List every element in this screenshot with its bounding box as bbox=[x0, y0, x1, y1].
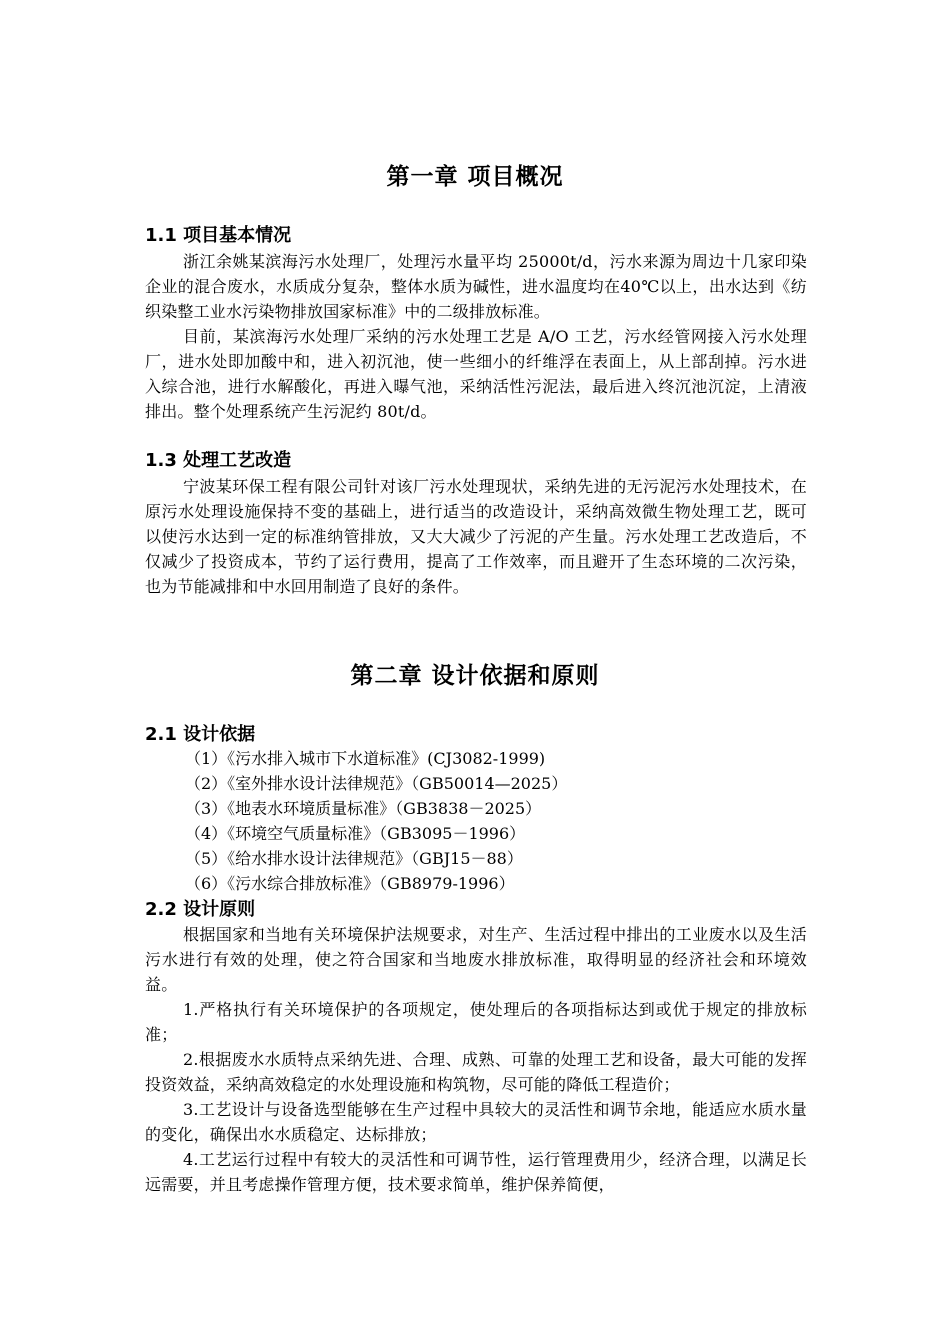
reference-item: （6）《污水综合排放标准》（GB8979-1996） bbox=[185, 874, 515, 893]
section-1-1-title: 1.1 项目基本情况 bbox=[145, 225, 292, 246]
reference-list bbox=[185, 746, 567, 896]
paragraph: 目前，某滨海污水处理厂采纳的污水处理工艺是 A/O 工艺，污水经管网接入污水处理厂，进水处即加酸中和，进入初沉池，使一些细小的纤维浮在表面上，从上部刮掉。污水进入综合池，进行水解酸化，再进入曝气池，采纳活性污泥法，最后进入终沉池沉淀，上清液排出。整个处理系统产生污泥约 80t/d。 bbox=[145, 327, 807, 421]
reference-item: （1）《污水排入城市下水道标准》(CJ3082-1999) bbox=[185, 749, 546, 768]
reference-item: （4）《环境空气质量标准》（GB3095－1996） bbox=[185, 824, 526, 843]
reference-item: （3）《地表水环境质量标准》（GB3838－2025） bbox=[185, 799, 542, 818]
reference-item: （5）《给水排水设计法律规范》（GBJ15－88） bbox=[185, 849, 523, 868]
section-2-2-title: 2.2 设计原则 bbox=[145, 899, 256, 920]
paragraph: 2.根据废水水质特点采纳先进、合理、成熟、可靠的处理工艺和设备，最大可能的发挥投资效益，采纳高效稳定的水处理设施和构筑物，尽可能的降低工程造价； bbox=[145, 1050, 807, 1094]
section-1-3-body bbox=[145, 474, 807, 599]
section-1-3-title: 1.3 处理工艺改造 bbox=[145, 450, 292, 471]
section-2-2-body bbox=[145, 922, 807, 1197]
section-2-1-title: 2.1 设计依据 bbox=[145, 724, 256, 745]
reference-item: （2）《室外排水设计法律规范》（GB50014—2025） bbox=[185, 774, 568, 793]
chapter-2-title: 第二章 设计依据和原则 bbox=[350, 663, 600, 689]
paragraph: 1.严格执行有关环境保护的各项规定，使处理后的各项指标达到或优于规定的排放标准； bbox=[145, 1000, 807, 1044]
paragraph: 4.工艺运行过程中有较大的灵活性和可调节性，运行管理费用少，经济合理，以满足长远需要，并且考虑操作管理方便，技术要求简单，维护保养简便， bbox=[145, 1150, 807, 1194]
paragraph: 根据国家和当地有关环境保护法规要求，对生产、生活过程中排出的工业废水以及生活污水进行有效的处理，使之符合国家和当地废水排放标准，取得明显的经济社会和环境效益。 bbox=[145, 925, 807, 994]
chapter-1-title: 第一章 项目概况 bbox=[386, 164, 564, 190]
paragraph: 宁波某环保工程有限公司针对该厂污水处理现状，采纳先进的无污泥污水处理技术，在原污水处理设施保持不变的基础上，进行适当的改造设计，采纳高效微生物处理工艺，既可以使污水达到一定的标准纳管排放，又大大减少了污泥的产生量。污水处理工艺改造后，不仅减少了投资成本，节约了运行费用，提高了工作效率，而且避开了生态环境的二次污染，也为节能减排和中水回用制造了良好的条件。 bbox=[145, 477, 807, 596]
paragraph: 3.工艺设计与设备选型能够在生产过程中具较大的灵活性和调节余地，能适应水质水量的变化，确保出水水质稳定、达标排放； bbox=[145, 1100, 807, 1144]
paragraph: 浙江余姚某滨海污水处理厂，处理污水量平均 25000t/d，污水来源为周边十几家印染企业的混合废水，水质成分复杂，整体水质为碱性，进水温度均在40℃以上，出水达到《纺织染整工业水污染物排放国家标准》中的二级排放标准。 bbox=[145, 252, 807, 321]
section-1-1-body bbox=[145, 249, 807, 424]
